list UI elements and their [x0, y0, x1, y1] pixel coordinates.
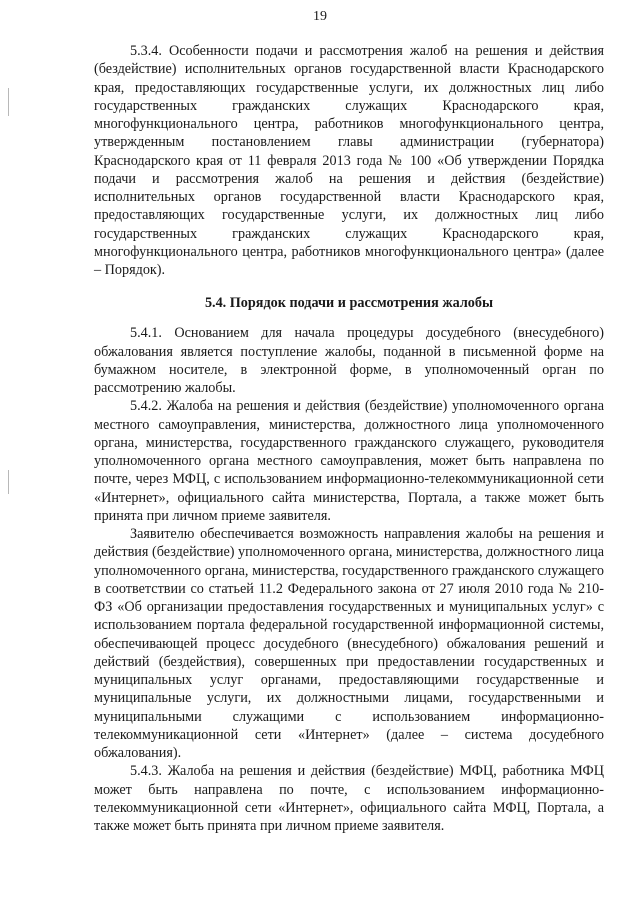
left-margin-mark-bottom [8, 470, 9, 494]
section-heading-5-4: 5.4. Порядок подачи и рассмотрения жалобы [204, 295, 494, 312]
paragraph-5-4-1: 5.4.1. Основанием для начала процедуры досудебного (внесудебного) обжалования является поступление жалобы, поданной в письменной форме на бумажном носителе, в электронной форме, в уполномоченный орган по рассмотрению жалобы. [94, 325, 604, 396]
paragraph-applicant-rights: Заявителю обеспечивается возможность направления жалобы на решения и действия (бездействие) уполномоченного органа, министерства, должностного лица уполномоченного органа, министерства, государственного гражданского служащего в соответствии со статьей 11.2 Федерального закона от 27 июля 2010 года № 210-ФЗ «Об организации предоставления государственных и муниципальных услуг» с использованием портала федеральной государственной информационной системы, обеспечивающей процесс досудебного (внесудебного) обжалования решений и действий (бездействия), совершенных при предоставлении государственных и муниципальных услуг органами, предоставляющими государственные и муниципальные услуги, их должностными лицами, государственными и муниципальными служащими с использованием информационно-телекоммуникационной сети «Интернет» (далее – система досудебного обжалования). [94, 526, 604, 761]
document-body [94, 42, 604, 835]
left-margin-mark-top [8, 88, 9, 116]
paragraph-5-4-3: 5.4.3. Жалоба на решения и действия (бездействие) МФЦ, работника МФЦ может быть направлена по почте, с использованием информационно-телекоммуникационной сети «Интернет», официального сайта МФЦ, Портала, а также может быть принята при личном приеме заявителя. [94, 763, 604, 834]
paragraph-5-4-2: 5.4.2. Жалоба на решения и действия (бездействие) уполномоченного органа местного самоуправления, министерства, должностного лица уполномоченного органа, министерства, государственного гражданского служащего, руководителя уполномоченного органа местного самоуправления, может быть направлена по почте, через МФЦ, с использованием информационно-телекоммуникационной сети «Интернет», официального сайта министерства, Портала, а также может быть принята при личном приеме заявителя. [94, 398, 604, 524]
paragraph-5-3-4: 5.3.4. Особенности подачи и рассмотрения жалоб на решения и действия (бездействие) исполнительных органов государственной власти Краснодарского края, предоставляющих государственные услуги, их должностных лиц либо государственных гражданских служащих Краснодарского края, многофункционального центра, работников многофункционального центра, утвержденным постановлением главы администрации (губернатора) Краснодарского края от 11 февраля 2013 года № 100 «Об утверждении Порядка подачи и рассмотрения жалоб на решения и действия (бездействие) исполнительных органов государственной власти Краснодарского края, предоставляющих государственные услуги, их должностных лиц либо государственных гражданских служащих Краснодарского края, многофункционального центра, работников многофункционального центра» (далее – Порядок). [94, 43, 604, 278]
page-number: 19 [313, 9, 327, 24]
